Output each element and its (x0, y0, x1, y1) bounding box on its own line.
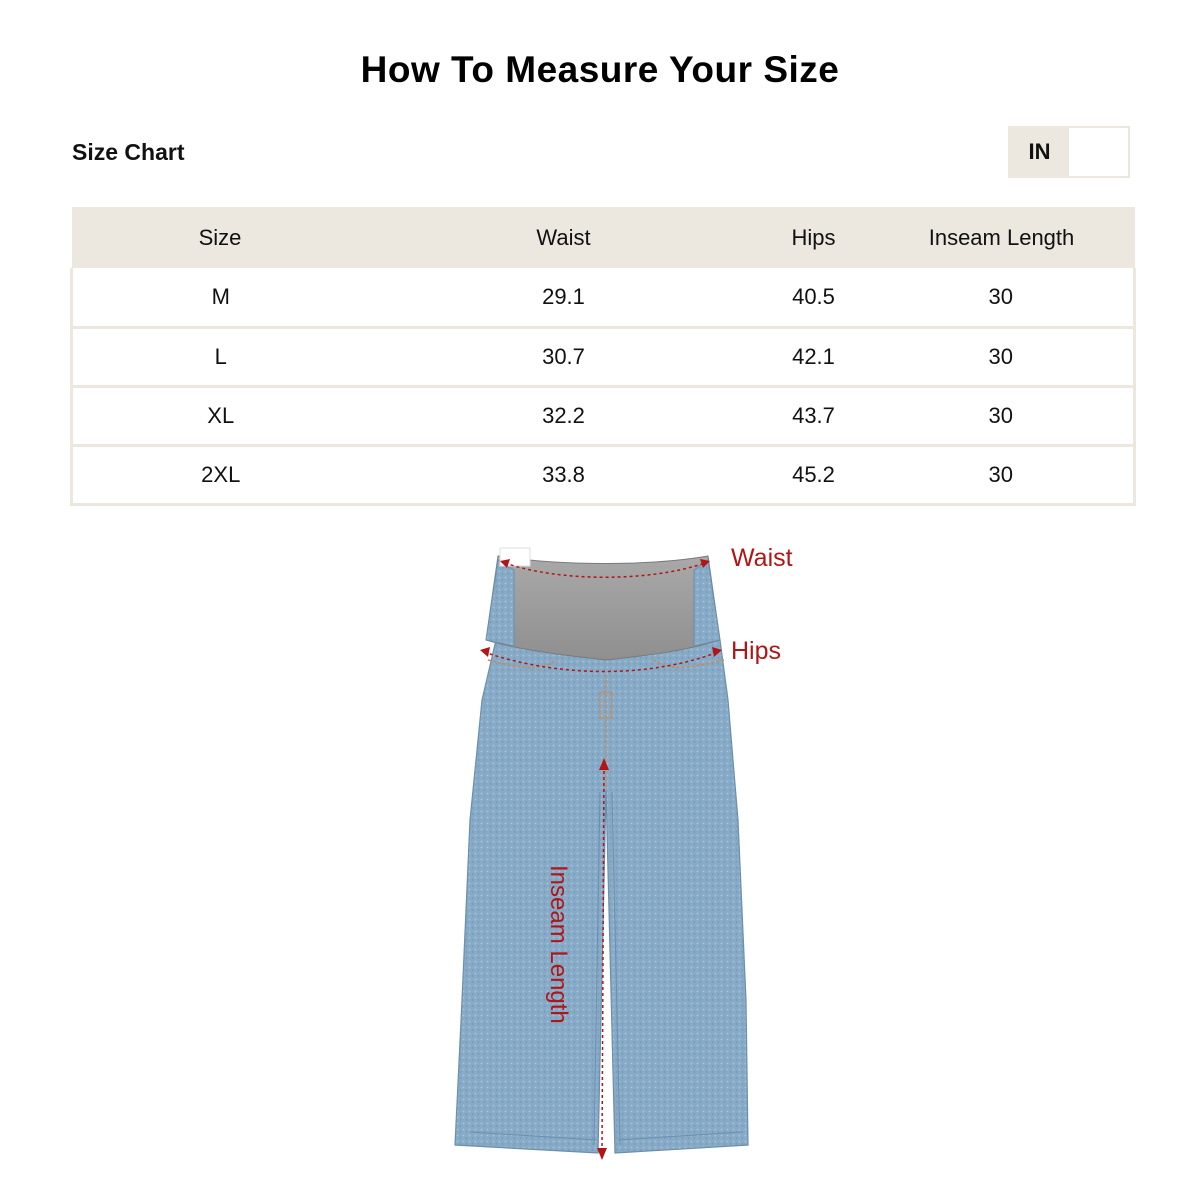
waist-measure-label: Waist (731, 544, 793, 572)
cell-waist: 29.1 (369, 268, 759, 327)
cell-size: L (72, 327, 369, 386)
cell-inseam: 30 (869, 268, 1135, 327)
cell-inseam: 30 (869, 445, 1135, 504)
column-header-hips: Hips (791, 224, 836, 250)
hips-measure-label: Hips (731, 637, 782, 665)
table-row (72, 445, 1135, 504)
jeans-body-shape (455, 640, 748, 1153)
unit-toggle[interactable] (1008, 126, 1130, 178)
cell-hips: 45.2 (759, 445, 869, 504)
unit-option-cm[interactable] (1069, 128, 1128, 176)
size-table (70, 207, 1136, 506)
size-chart-label: Size Chart (72, 139, 185, 165)
waistband-shape (486, 556, 720, 660)
jeans-illustration (440, 535, 820, 1175)
cell-hips: 42.1 (759, 327, 869, 386)
column-header-waist: Waist (536, 224, 591, 250)
cell-waist: 30.7 (369, 327, 759, 386)
table-row (72, 327, 1135, 386)
cell-hips: 43.7 (759, 386, 869, 445)
cell-inseam: 30 (869, 386, 1135, 445)
cell-size: M (72, 268, 369, 327)
cell-size: 2XL (72, 445, 369, 504)
cell-waist: 32.2 (369, 386, 759, 445)
unit-option-in[interactable]: IN (1010, 128, 1069, 176)
cell-waist: 33.8 (369, 445, 759, 504)
column-header-size: Size (198, 224, 242, 250)
cell-size: XL (72, 386, 369, 445)
size-table-header-row (72, 207, 1135, 268)
page-title: How To Measure Your Size (360, 49, 840, 90)
cell-hips: 40.5 (759, 268, 869, 327)
table-row (72, 386, 1135, 445)
inseam-measure-label: Inseam Length (545, 865, 572, 1024)
column-header-inseam: Inseam Length (928, 224, 1075, 250)
table-row (72, 268, 1135, 327)
cell-inseam: 30 (869, 327, 1135, 386)
